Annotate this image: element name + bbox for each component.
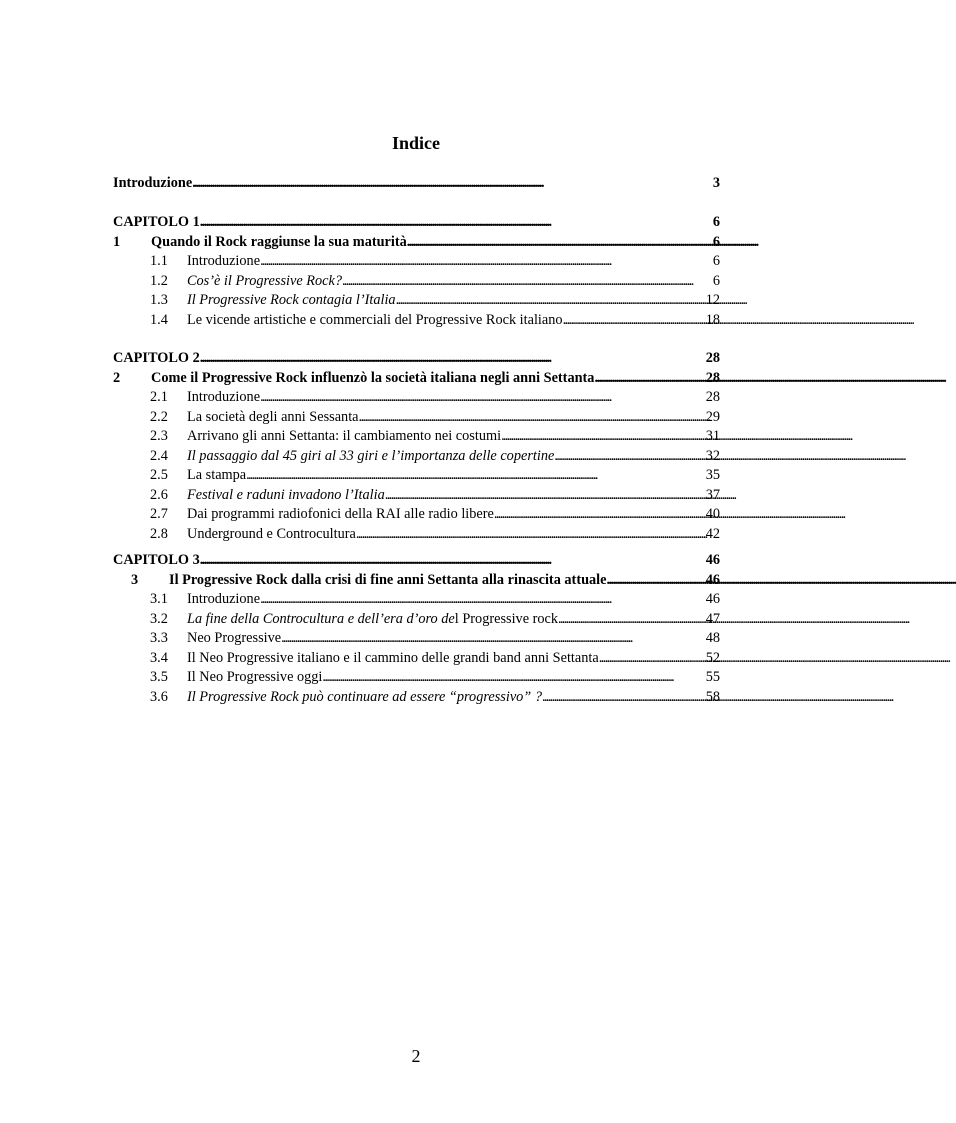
toc-entry-label-part: Il Neo Progressive oggi — [187, 669, 323, 685]
toc-entry-page: 28 — [705, 389, 720, 405]
toc-entry-label-part: La fine della Controcultura e dell’era d’oro de — [187, 610, 455, 627]
toc-entry-number: 3.5 — [150, 669, 168, 685]
toc-entry-label-part: Cos’è il Progressive Rock? — [187, 272, 342, 289]
toc-entry-label-part: Le vicende artistiche e commerciali del Progressive Rock italiano — [187, 311, 563, 328]
toc-entry-number: 1 — [113, 233, 121, 250]
toc-entry-label-part: Dai programmi radiofonici della RAI alle radio libere — [187, 506, 494, 522]
dot-leader — [260, 388, 706, 408]
toc-entry-label-part: Introduzione — [187, 389, 261, 405]
toc-entry-label — [187, 311, 563, 331]
toc-introduction — [113, 174, 720, 194]
toc-entry-number: 1.2 — [150, 272, 168, 289]
toc-entry-page: 37 — [705, 486, 720, 503]
toc-entry-label — [187, 649, 599, 669]
toc-entry-page: 6 — [712, 253, 720, 269]
dot-leader — [200, 213, 713, 233]
toc-subsection[interactable] — [113, 291, 720, 311]
dot-leader — [322, 668, 705, 688]
toc-entry-page: 47 — [705, 610, 720, 627]
toc-entry-label-part: La società degli anni Sessanta — [187, 408, 359, 425]
dot-leader — [246, 466, 706, 486]
toc-entry-number: 2.1 — [150, 389, 168, 405]
toc-subsection[interactable] — [113, 447, 720, 467]
toc-entry-page: 12 — [705, 292, 720, 308]
dot-leader — [281, 629, 706, 649]
toc-entry-label: Quando il Rock raggiunse la sua maturità — [151, 233, 407, 250]
toc-entry-number: 2.5 — [150, 467, 168, 483]
toc-entry-number: 3 — [131, 571, 139, 588]
dot-leader — [342, 272, 713, 292]
dot-leader — [407, 233, 713, 253]
dot-leader — [501, 427, 706, 447]
toc-entry-number: 2.7 — [150, 506, 168, 522]
dot-leader — [200, 349, 706, 369]
toc-entry-page: 32 — [705, 447, 720, 464]
toc-chapter-1[interactable] — [113, 233, 720, 253]
toc-entry-page: 40 — [705, 506, 720, 522]
toc-entry-number: 1.1 — [150, 253, 168, 269]
toc-entry-label — [187, 629, 281, 649]
dot-leader — [607, 571, 706, 591]
toc-entry-number: 3.4 — [150, 649, 168, 666]
toc-entry-label-part: Festival e raduni invadono l’Italia — [187, 486, 385, 503]
toc-entry-label — [187, 291, 396, 311]
toc-entry-page: 31 — [705, 428, 720, 444]
toc-subsection[interactable] — [113, 272, 720, 292]
toc-entry-page: 55 — [705, 669, 720, 685]
toc-chapter-3[interactable] — [113, 571, 720, 591]
dot-leader — [385, 486, 706, 506]
dot-leader — [599, 649, 706, 669]
toc-entry-label — [187, 447, 554, 467]
toc-subsection[interactable] — [113, 252, 720, 272]
toc-entry-page: 48 — [705, 630, 720, 646]
toc-entry-number: 3.3 — [150, 630, 168, 646]
toc-entry-number: 2.2 — [150, 408, 168, 425]
toc-entry-label-part: Il Progressive Rock contagia l’Italia — [187, 292, 396, 308]
toc-subsection[interactable] — [113, 388, 720, 408]
toc-entry-label — [187, 610, 558, 630]
toc-subsection[interactable] — [113, 427, 720, 447]
toc-capitolo-1[interactable] — [113, 213, 720, 233]
toc-entry-label: CAPITOLO 2 — [113, 350, 200, 366]
page-number: 2 — [411, 1046, 421, 1066]
toc-entry-number: 2.4 — [150, 447, 168, 464]
dot-leader — [494, 505, 706, 525]
toc-entry-number: 2.6 — [150, 486, 168, 503]
dot-leader — [554, 447, 705, 467]
dot-leader — [260, 252, 713, 272]
toc-entry-label — [187, 688, 542, 708]
toc-entry-label: Il Progressive Rock dalla crisi di fine anni Settanta alla rinascita attuale — [169, 571, 607, 588]
toc-entry-label-part: La stampa — [187, 467, 247, 483]
toc-entry-number: 1.3 — [150, 292, 168, 308]
toc-entry-label — [187, 272, 342, 292]
toc-entry-label-part: Il passaggio dal 45 giri al 33 giri e l’importanza delle copertine — [187, 447, 555, 464]
toc-entry-label — [187, 668, 322, 688]
toc-chapter-2[interactable] — [113, 369, 720, 389]
toc-section-1 — [113, 213, 720, 330]
toc-entry-page: 46 — [705, 591, 720, 607]
toc-entry-page: 6 — [712, 272, 720, 289]
toc-entry-label — [187, 252, 260, 272]
toc-entry-page: 3 — [712, 175, 720, 191]
toc-entry-label — [187, 466, 246, 486]
toc-entry-label — [187, 590, 260, 610]
toc-entry-label-part: l Progressive rock — [454, 610, 559, 627]
dot-leader — [563, 311, 706, 331]
toc-entry-label-part: Underground e Controcultura — [187, 525, 356, 542]
dot-leader — [260, 590, 706, 610]
toc-entry-page: 6 — [712, 214, 720, 230]
toc-subsection[interactable] — [113, 610, 720, 630]
dot-leader — [356, 525, 706, 545]
toc-subsection[interactable] — [113, 668, 720, 688]
toc-capitolo-2[interactable] — [113, 349, 720, 369]
toc-entry-page: 18 — [705, 311, 720, 328]
dot-leader — [542, 688, 706, 708]
toc-subsection[interactable] — [113, 505, 720, 525]
toc-entry-page: 35 — [705, 467, 720, 483]
toc-subsection[interactable] — [113, 590, 720, 610]
toc-entry-label: CAPITOLO 1 — [113, 214, 200, 230]
toc-section-3 — [113, 551, 720, 707]
toc-entry-page: 42 — [705, 525, 720, 542]
toc-entry-number: 2 — [113, 369, 121, 386]
toc-subsection[interactable] — [113, 486, 720, 506]
toc-subsection[interactable] — [113, 408, 720, 428]
toc-entry-label: Come il Progressive Rock influenzò la società italiana negli anni Settanta — [151, 369, 595, 386]
toc-entry-label — [187, 408, 359, 428]
toc-subsection[interactable] — [113, 688, 720, 708]
toc-section-2 — [113, 349, 720, 544]
toc-entry-label-part: Il Progressive Rock può continuare ad essere “progressivo” ? — [187, 688, 542, 705]
page-title: Indice — [391, 133, 440, 153]
toc-entry-number: 3.6 — [150, 688, 168, 705]
toc-entry-label-part: Arrivano gli anni Settanta: il cambiamento nei costumi — [187, 428, 502, 444]
toc-entry-page: 52 — [705, 649, 720, 666]
toc-entry-label — [187, 505, 494, 525]
toc-entry-number: 2.8 — [150, 525, 168, 542]
dot-leader — [558, 610, 706, 630]
toc-entry-page: 58 — [705, 688, 720, 705]
toc-subsection[interactable] — [113, 311, 720, 331]
toc-subsection[interactable] — [113, 649, 720, 669]
toc-subsection[interactable] — [113, 525, 720, 545]
toc-entry-label-part: Introduzione — [187, 591, 261, 607]
dot-leader — [396, 291, 706, 311]
toc-entry-label — [187, 388, 260, 408]
toc-entry-label-part: Introduzione — [187, 253, 261, 269]
toc-entry-number: 1.4 — [150, 311, 168, 328]
toc-subsection[interactable] — [113, 466, 720, 486]
toc-entry-page: 28 — [705, 350, 720, 366]
toc-entry-page: 46 — [705, 571, 720, 588]
toc-entry-page: 46 — [705, 552, 720, 568]
toc-subsection[interactable] — [113, 629, 720, 649]
toc-entry-label-part: Neo Progressive — [187, 630, 282, 646]
toc-entry-label — [187, 427, 501, 447]
toc-entry-label — [187, 486, 385, 506]
toc-entry-page: 29 — [705, 408, 720, 425]
dot-leader — [594, 369, 705, 389]
toc-entry-number: 2.3 — [150, 428, 168, 444]
toc-entry-introduzione[interactable] — [113, 174, 720, 194]
toc-entry-page: 6 — [712, 233, 720, 250]
toc-capitolo-3[interactable] — [113, 551, 720, 571]
toc-entry-number: 3.1 — [150, 591, 168, 607]
toc-entry-page: 28 — [705, 369, 720, 386]
dot-leader — [359, 408, 706, 428]
toc-entry-label-part: Il Neo Progressive italiano e il cammino delle grandi band anni Settanta — [187, 649, 599, 666]
toc-entry-label: Introduzione — [113, 175, 193, 191]
dot-leader — [192, 174, 713, 194]
toc-entry-number: 3.2 — [150, 610, 168, 627]
toc-entry-label — [187, 525, 356, 545]
toc-entry-label: CAPITOLO 3 — [113, 552, 200, 568]
dot-leader — [200, 551, 706, 571]
